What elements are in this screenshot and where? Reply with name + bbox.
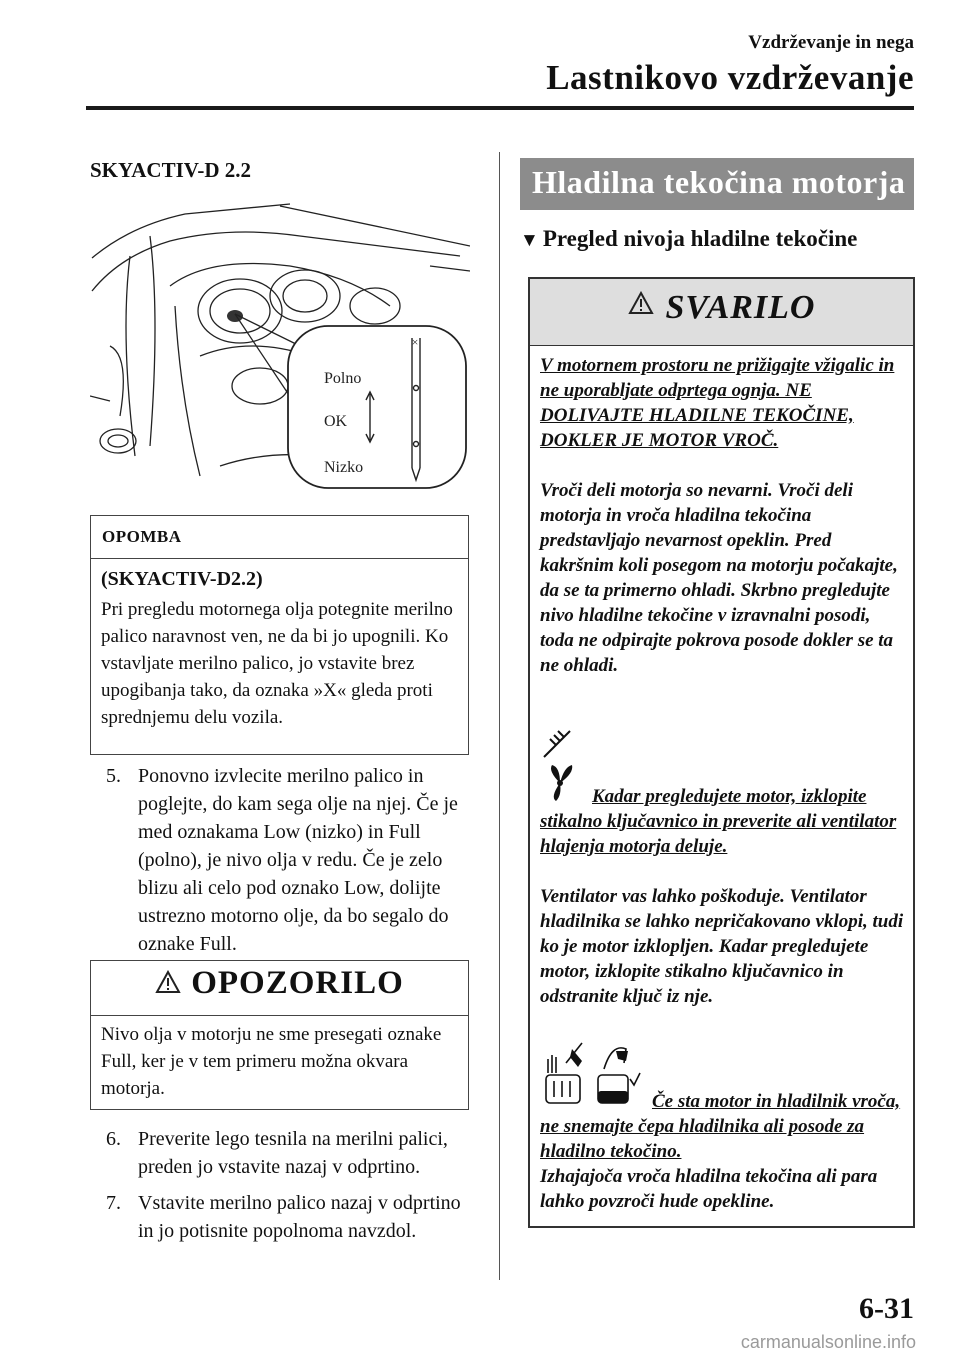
watermark: carmanualsonline.info bbox=[740, 1332, 916, 1352]
note-text: Pri pregledu motornega olja potegnite merilno palico naravnost ven, ne da bi jo upognili. Ko vstavljate merilno palico, jo vstavite brez upogibanja tako, da oznaka »X« gleda proti sprednjemu delu vozila. bbox=[101, 599, 453, 728]
header-rule bbox=[86, 106, 914, 110]
section-banner bbox=[520, 158, 914, 210]
step-number: 7. bbox=[106, 1192, 121, 1214]
header-section-label: Vzdrževanje in nega bbox=[748, 32, 914, 53]
warning-header bbox=[91, 961, 468, 1016]
warning-triangle-icon bbox=[628, 291, 654, 315]
caution-header bbox=[530, 279, 913, 346]
warning-box bbox=[90, 960, 469, 1110]
caution-block1-text: Vroči deli motorja so nevarni. Vroči deli motorja in vroča hladilna tekočina predstavljajo nevarnost opeklin. Pred kakršnim koli posegom na motorju počakajte, da se ta primerno ohladi. Skrbno pregledujte nivo hladilne tekočine v izravnalni posodi, toda ne odpirajte pokrova posode dokler se ta ne ohladi. bbox=[540, 480, 898, 676]
note-subtitle: (SKYACTIV-D2.2) bbox=[101, 568, 263, 590]
note-box bbox=[90, 515, 469, 755]
dipstick-label-ok: OK bbox=[324, 413, 348, 430]
column-divider bbox=[499, 152, 500, 1280]
header-title: Lastnikovo vzdrževanje bbox=[546, 58, 914, 97]
section-title: Hladilna tekočina motorja bbox=[532, 164, 906, 200]
step-text: Preverite lego tesnila na merilni palici, preden jo vstavite nazaj v odprtino. bbox=[138, 1128, 448, 1178]
caution-block3-text: Izhajajoča vroča hladilna tekočina ali para lahko povzroči hude opekline. bbox=[540, 1166, 878, 1212]
dipstick-diagram bbox=[90, 196, 470, 496]
warning-text: Nivo olja v motorju ne sme presegati oznake Full, ker je v tem primeru možna okvara motorja. bbox=[101, 1024, 442, 1099]
warning-triangle-icon bbox=[155, 970, 181, 994]
warning-title: OPOZORILO bbox=[191, 965, 404, 1001]
dipstick-x-mark: × bbox=[411, 335, 419, 349]
step-text: Ponovno izvlecite merilno palico in poglejte, do kam sega olje na njej. Če je med oznakama Low (nizko) in Full (polno), je nivo olja v redu. Če je zelo blizu ali celo pod oznako Low, dolijte ustrezno motorno olje, da bo segalo do oznake Full. bbox=[138, 765, 458, 955]
step-number: 5. bbox=[106, 765, 121, 787]
note-header bbox=[91, 516, 468, 559]
step-5 bbox=[90, 762, 470, 955]
engine-heading: SKYACTIV-D 2.2 bbox=[90, 158, 252, 182]
subheading bbox=[520, 226, 857, 252]
dipstick-label-low: Nizko bbox=[324, 459, 364, 476]
step-number: 6. bbox=[106, 1128, 121, 1150]
step-text: Vstavite merilno palico nazaj v odprtino in jo potisnite popolnoma navzdol. bbox=[138, 1192, 461, 1242]
dipstick-label-full: Polno bbox=[324, 370, 362, 387]
caution-box bbox=[528, 277, 915, 1228]
caution-block3-heading: Če sta motor in hladilnik vroča, ne snemajte čepa hladilnika ali posode za hladilno tekočino. bbox=[540, 1091, 901, 1162]
caution-block2-heading: Kadar pregledujete motor, izklopite stikalno ključavnico in preverite ali ventilator hlajenja motorja deluje. bbox=[540, 786, 897, 857]
caution-block2-text: Ventilator vas lahko poškoduje. Ventilator hladilnika se lahko nepričakovano vklopi, tudi ko je motor izklopljen. Kadar pregledujete motor, izklopite stikalno ključavnico in odstranite ključ iz nje. bbox=[540, 886, 904, 1007]
page-number: 6-31 bbox=[859, 1292, 914, 1325]
note-title: OPOMBA bbox=[102, 527, 182, 546]
subheading-marker: ▼ bbox=[520, 230, 539, 251]
subheading-text: Pregled nivoja hladilne tekočine bbox=[542, 226, 858, 251]
step-6 bbox=[90, 1125, 470, 1185]
caution-block1-heading: V motornem prostoru ne prižigajte vžigalic in ne uporabljate odprtega ognja. NE DOLIVAJTE HLADILNE TEKOČINE, DOKLER JE MOTOR VROČ. bbox=[540, 355, 895, 451]
caution-title: SVARILO bbox=[665, 289, 816, 326]
step-7 bbox=[90, 1189, 470, 1249]
